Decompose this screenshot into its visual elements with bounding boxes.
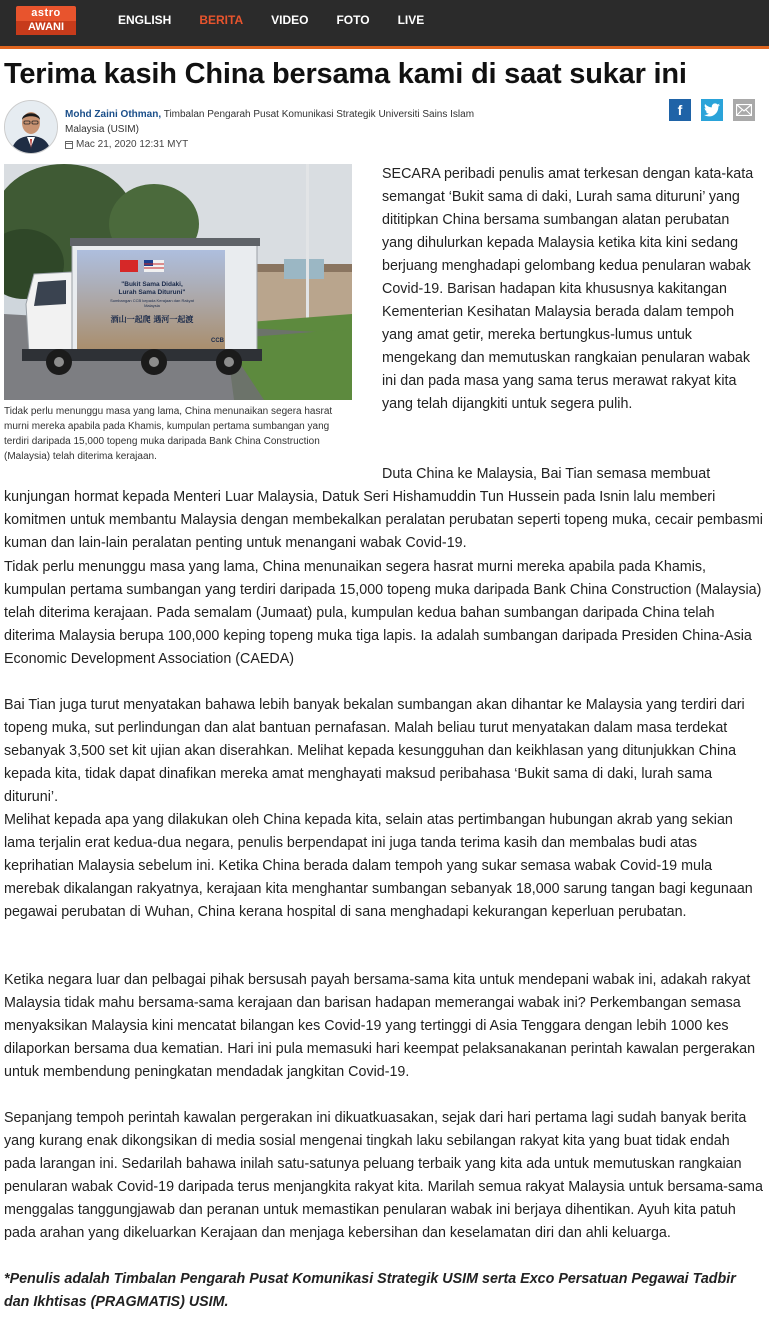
truck-text-2: Lurah Sama Dituruni" xyxy=(118,289,186,296)
publish-date xyxy=(65,137,495,152)
main-nav xyxy=(118,0,452,40)
nav-item-berita[interactable]: BERITA xyxy=(199,13,244,27)
article-paragraph-5: Melihat kepada apa yang dilakukan oleh China kepada kita, selain atas pertimbangan hubungan akrab yang sekian lama terjalin erat kedua-dua negara, penulis berpendapat ini juga tanda terima kasih dan membalas budi atas keprihatian Malaysia sebelum ini. Ketika China berada dalam tempoh yang sukar semasa wabak Covid-19 mula merebak dikalangan rakyatnya, kerajaan kita menghantar sumbangan sebanyak 18,000 sarung tangan bagi kegunaan pegawai perubatan di Wuhan, China kerana hospital di sana menghadapi kekurangan keperluan perubatan. xyxy=(4,812,753,920)
nav-item-video[interactable]: VIDEO xyxy=(271,13,309,27)
nav-item-foto[interactable]: FOTO xyxy=(336,13,370,27)
publish-date-text: Mac 21, 2020 12:31 MYT xyxy=(76,139,189,150)
article-paragraph-2 xyxy=(4,463,764,555)
truck-text-5: 酒山一起爬 遇河一起渡 xyxy=(110,315,194,324)
top-navigation-bar xyxy=(0,0,769,49)
article-paragraph-2-text: Duta China ke Malaysia, Bai Tian semasa membuat kunjungan hormat kepada Menteri Luar Malaysia, Datuk Seri Hishamuddin Tun Hussein pada Isnin lalu memberi komitmen untuk membantu Malaysia dengan membekalkan peralatan perubatan seperti topeng muka, cecair pembasmi kuman dan lain-lain peralatan penting untuk menangani wabak Covid-19. xyxy=(4,466,763,551)
truck-text-4: Malaysia xyxy=(144,303,160,308)
truck-brand: CCB xyxy=(211,338,224,344)
author-role: Timbalan Pengarah Pusat Komunikasi Strategik Universiti Sains Islam Malaysia (USIM) xyxy=(65,109,475,135)
twitter-icon xyxy=(704,103,720,117)
calendar-icon xyxy=(65,141,73,149)
article-title: Terima kasih China bersama kami di saat sukar ini xyxy=(4,58,687,90)
article-paragraph-4: Bai Tian juga turut menyatakan bahawa lebih banyak bekalan sumbangan akan dihantar ke Malaysia yang terdiri dari topeng muka, sut perlindungan dan alat bantuan pernafasan. Malah beliau turut menyatakan dalam masa terdekat sebanyak 3,500 set kit ujian akan diserahkan. Melihat kepada kesungguhan dan keikhlasan yang ditunjukkan China kepada kita, tidak dapat dinafikan mereka amat menghayati maksud peribahasa ‘Bukit sama di daki, lurah sama dituruni’. xyxy=(4,697,745,805)
email-share-button[interactable] xyxy=(733,99,755,121)
article-footnote: *Penulis adalah Timbalan Pengarah Pusat Komunikasi Strategik USIM serta Exco Persatuan Pegawai Tadbir dan Ikhtisas (PRAGMATIS) USIM. xyxy=(4,1271,736,1310)
facebook-share-button[interactable] xyxy=(669,99,691,121)
author-name[interactable]: Mohd Zaini Othman, xyxy=(65,109,162,120)
twitter-share-button[interactable] xyxy=(701,99,723,121)
astro-awani-logo[interactable] xyxy=(16,6,76,35)
author-avatar xyxy=(4,100,58,154)
truck-text-1: "Bukit Sama Didaki, xyxy=(121,281,183,288)
article-photo[interactable] xyxy=(4,164,352,400)
facebook-icon: f xyxy=(677,102,683,118)
envelope-icon xyxy=(736,104,752,116)
article-paragraph-1: SECARA peribadi penulis amat terkesan dengan kata-kata semangat ‘Bukit sama di daki, Lurah sama dituruni’ yang dititipkan China bersama sumbangan alatan perubatan yang dihulurkan kepada Malaysia ketika kita kini sedang berjuang menghadapi gelombang kedua penularan wabak Covid-19. Barisan hadapan kita khususnya kakitangan Kementerian Kesihatan Malaysia berada dalam tempoh yang amat getir, mereka bertungkus-lumus untuk mengekang dan memutuskan rangkaian penularan wabak ini dan pada masa yang sama terus merawat rakyat kita yang telah dijangkiti untuk segera pulih. xyxy=(382,166,754,412)
nav-item-english[interactable]: ENGLISH xyxy=(118,13,172,27)
article-paragraph-7: Sepanjang tempoh perintah kawalan pergerakan ini dikuatkuasakan, sejak dari hari pertama lagi sudah banyak berita yang kurang enak dikongsikan di media sosial mengenai tingkah laku sebilangan rakyat kita yang buat tidak endah pada larangan ini. Sedarilah bahawa inilah satu-satunya peluang terbaik yang kita ada untuk memutuskan rangkaian penularan wabak Covid-19 daripada terus menjangkita rakyat kita. Marilah semua rakyat Malaysia untuk bersama-sama menggalas tanggungjawab dan peranan untuk memastikan penularan wabak ini berjaya dihentikan. Ayuh kita patuh pada arahan yang dikeluarkan Kerajaan dan menjaga kebersihan dan keselamatan diri dan ahli keluarga. xyxy=(4,1110,763,1241)
nav-item-live[interactable]: LIVE xyxy=(397,13,425,27)
article-paragraph-6: Ketika negara luar dan pelbagai pihak bersusah payah bersama-sama kita untuk mendepani wabak ini, adakah rakyat Malaysia tidak mahu bersama-sama kerajaan dan barisan hadapan memerangai wabak ini? Perkembangan semasa menyaksikan Malaysia kini mencatat bilangan kes Covid-19 yang tertinggi di Asia Tenggara dengan lebih 1000 kes dilaporkan bersama dua kematian. Hari ini pula memasuki hari keempat pelaksanakanan perintah kawalan pergerakan untuk membendung peningkatan mendadak jangkitan Covid-19. xyxy=(4,972,756,1080)
truck-text-3: Sumbangan CCB kepada Kerajaan dan Rakyat xyxy=(110,298,194,303)
share-buttons xyxy=(669,99,755,121)
photo-caption: Tidak perlu menunggu masa yang lama, China menunaikan segera hasrat murni mereka apabila pada Khamis, kumpulan pertama sumbangan yang terdiri daripada 15,000 topeng muka daripada Bank China Construction (Malaysia) telah diterima kerajaan. xyxy=(4,406,333,462)
author-byline xyxy=(65,107,495,152)
logo-top-text: astro xyxy=(31,7,61,19)
logo-bottom-text: AWANI xyxy=(16,21,76,35)
article-paragraph-3: Tidak perlu menunggu masa yang lama, China menunaikan segera hasrat murni mereka apabila pada Khamis, kumpulan pertama sumbangan yang terdiri daripada 15,000 topeng muka daripada Bank China Construction (Malaysia) telah diterima kerajaan. Pada semalam (Jumaat) pula, kumpulan kedua bahan sumbangan daripada China telah diterima Malaysia berupa 100,000 keping topeng muka tiga lapis. Ia adalah sumbangan daripada Presiden China-Asia Economic Development Association (CAEDA) xyxy=(4,559,762,667)
